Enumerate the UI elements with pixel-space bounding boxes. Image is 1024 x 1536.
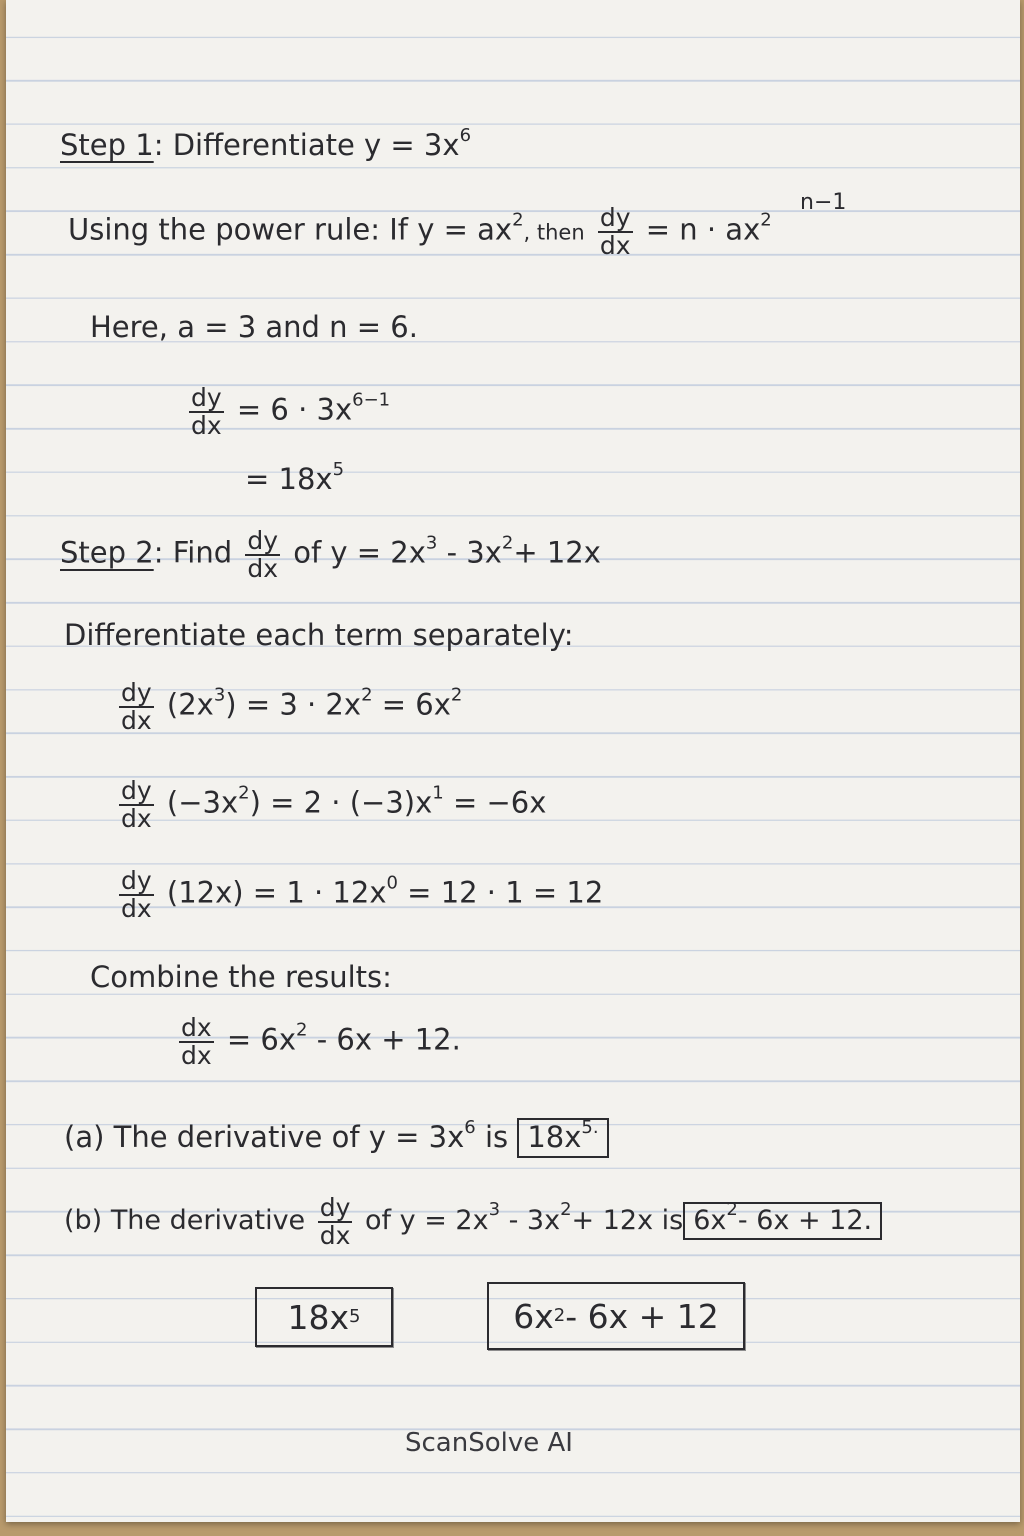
- step1-calc-2: = $18x^5$: [245, 459, 345, 496]
- combined-result: $\frac{dx}{dx}$ = $6x^2 - 6x + 12$.: [181, 1013, 461, 1070]
- differentiate-separately: Differentiate each term separately:: [64, 618, 574, 652]
- step1-heading: Step 1: Differentiate $y = 3x^6$: [60, 125, 472, 162]
- dy-dx-fraction: $\frac{dy}{dx}$: [121, 776, 152, 833]
- dy-dx-fraction: $\frac{dy}{dx}$: [121, 866, 152, 923]
- answer-a: (a) The derivative of $y = 3x^6$ is $18x^{5.}$: [64, 1118, 609, 1158]
- step1-calc-1: $\frac{dy}{dx}$ = $6 \cdot 3x^{6-1}$: [191, 383, 391, 440]
- final-answer-b-box: 6x 2 - 6x + 12: [487, 1282, 745, 1350]
- answer-a-box: $18x^{5.}$: [517, 1118, 608, 1158]
- dy-dx-fraction: $\frac{dy}{dx}$: [191, 383, 222, 440]
- term-1-derivative: $\frac{dy}{dx}$ $(2x^3) = 3 \cdot 2x^2 = 6x^2$: [121, 678, 463, 735]
- answer-b-box: $6x^2-$ 6x + 12.: [683, 1202, 882, 1240]
- power-rule-exponent: n−1: [800, 190, 847, 215]
- dy-dx-fraction: $\frac{dy}{dx}$: [121, 678, 152, 735]
- combine-heading: Combine the results:: [90, 960, 392, 994]
- term-3-derivative: $\frac{dy}{dx}$ $(12x) = 1 \cdot 12x^0 = 12 \cdot 1 = 12$: [121, 866, 604, 923]
- answer-b: (b) The derivative $\frac{dy}{dx}$ of $y = 2x^3 - 3x^2+ 12x$ is $6x^2-$ 6x + 12.: [64, 1195, 882, 1248]
- here-values: Here, a = 3 and n = 6.: [90, 310, 418, 344]
- dy-dx-fraction: $\frac{dy}{dx}$: [319, 1193, 351, 1250]
- final-answer-a-box: 18x 5: [255, 1287, 393, 1347]
- power-rule-line: Using the power rule: If $y = ax^2$, then $\frac{dy}{dx}$ = $n \cdot ax^2$: [68, 203, 772, 260]
- scansolve-watermark: ScanSolve AI: [405, 1428, 573, 1458]
- dy-dx-fraction: $\frac{dy}{dx}$: [247, 526, 278, 583]
- dy-dx-fraction: $\frac{dy}{dx}$: [599, 203, 631, 260]
- dx-dx-fraction: $\frac{dx}{dx}$: [181, 1013, 212, 1070]
- term-2-derivative: $\frac{dy}{dx}$ $(-3x^2) = 2 \cdot (-3)x^1 = -6x$: [121, 776, 547, 833]
- step2-heading: Step 2: Find $\frac{dy}{dx}$ of $y = 2x^3 - 3x^2+ 12x$: [60, 526, 601, 583]
